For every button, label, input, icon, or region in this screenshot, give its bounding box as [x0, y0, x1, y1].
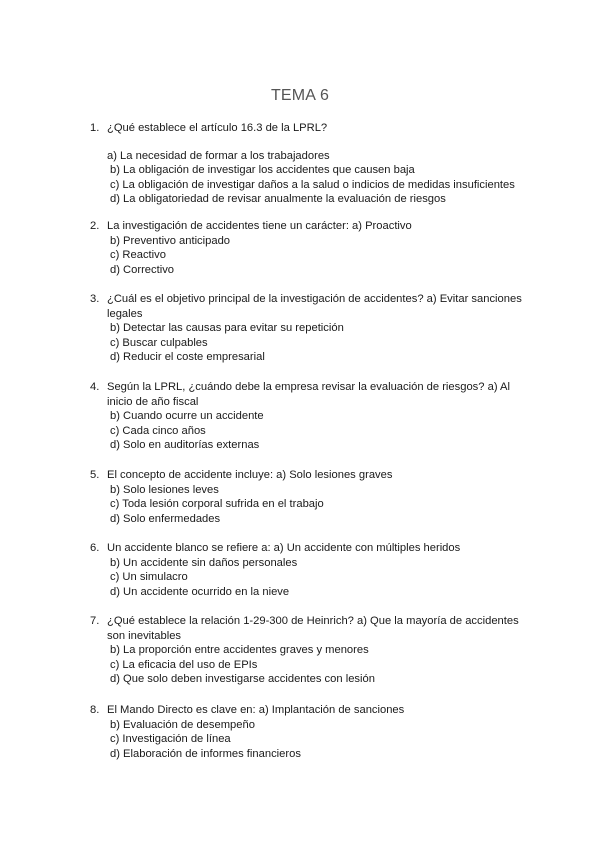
question-stem: Según la LPRL, ¿cuándo debe la empresa revisar la evaluación de riesgos? a) Al inicio de año fiscal [107, 381, 510, 408]
question-number: 8. [90, 704, 100, 716]
option-d: d) Que solo deben investigarse accidentes con lesión [110, 673, 375, 686]
question-2 [90, 219, 530, 277]
option-b: b) Solo lesiones leves [110, 483, 219, 496]
question-stem: ¿Qué establece la relación 1-29-300 de Heinrich? a) Que la mayoría de accidentes son inevitables [107, 615, 519, 642]
option-d: d) Elaboración de informes financieros [110, 747, 301, 760]
option-b: b) Cuando ocurre un accidente [110, 410, 264, 423]
option-c: c) La obligación de investigar daños a la salud o indicios de medidas insuficientes [110, 178, 515, 191]
question-8 [90, 703, 530, 761]
question-number: 5. [90, 469, 100, 481]
question-number: 2. [90, 220, 100, 232]
question-3 [90, 292, 530, 365]
option-b: b) La proporción entre accidentes graves y menores [110, 644, 369, 657]
option-b: b) La obligación de investigar los accidentes que causen baja [110, 164, 415, 177]
question-number: 4. [90, 381, 100, 393]
question-stem: El Mando Directo es clave en: a) Implantación de sanciones [107, 704, 405, 716]
option-b: b) Preventivo anticipado [110, 234, 231, 247]
question-7 [90, 614, 530, 687]
question-stem: ¿Qué establece el artículo 16.3 de la LPRL? [107, 122, 328, 134]
question-1 [90, 121, 530, 207]
question-number: 1. [90, 122, 100, 134]
option-b: b) Evaluación de desempeño [110, 718, 255, 731]
question-5 [90, 468, 530, 526]
question-6 [90, 541, 530, 599]
option-d: d) Solo enfermedades [110, 512, 221, 525]
option-c: c) Buscar culpables [110, 336, 208, 349]
option-d: d) Solo en auditorías externas [110, 439, 260, 452]
option-c: c) La eficacia del uso de EPIs [110, 658, 258, 671]
option-d: d) Correctivo [110, 263, 175, 276]
option-a: a) La necesidad de formar a los trabajadores [107, 149, 330, 162]
option-c: c) Investigación de línea [110, 733, 231, 746]
option-d: d) Reducir el coste empresarial [110, 351, 265, 364]
option-c: c) Reactivo [110, 249, 166, 262]
question-stem: ¿Cuál es el objetivo principal de la investigación de accidentes? a) Evitar sanciones legales [107, 293, 522, 320]
option-b: b) Un accidente sin daños personales [110, 556, 298, 569]
option-c: c) Cada cinco años [110, 424, 206, 437]
option-c: c) Un simulacro [110, 571, 188, 584]
option-b: b) Detectar las causas para evitar su repetición [110, 322, 344, 335]
question-stem: La investigación de accidentes tiene un carácter: a) Proactivo [107, 220, 412, 232]
question-number: 7. [90, 615, 100, 627]
page-title: TEMA 6 [270, 87, 330, 104]
question-stem: El concepto de accidente incluye: a) Solo lesiones graves [107, 469, 393, 481]
option-d: d) Un accidente ocurrido en la nieve [110, 585, 290, 598]
question-number: 6. [90, 542, 100, 554]
question-4 [90, 380, 530, 453]
option-d: d) La obligatoriedad de revisar anualmente la evaluación de riesgos [110, 193, 446, 206]
option-c: c) Toda lesión corporal sufrida en el trabajo [110, 498, 324, 511]
question-number: 3. [90, 293, 100, 305]
question-stem: Un accidente blanco se refiere a: a) Un accidente con múltiples heridos [107, 542, 461, 554]
